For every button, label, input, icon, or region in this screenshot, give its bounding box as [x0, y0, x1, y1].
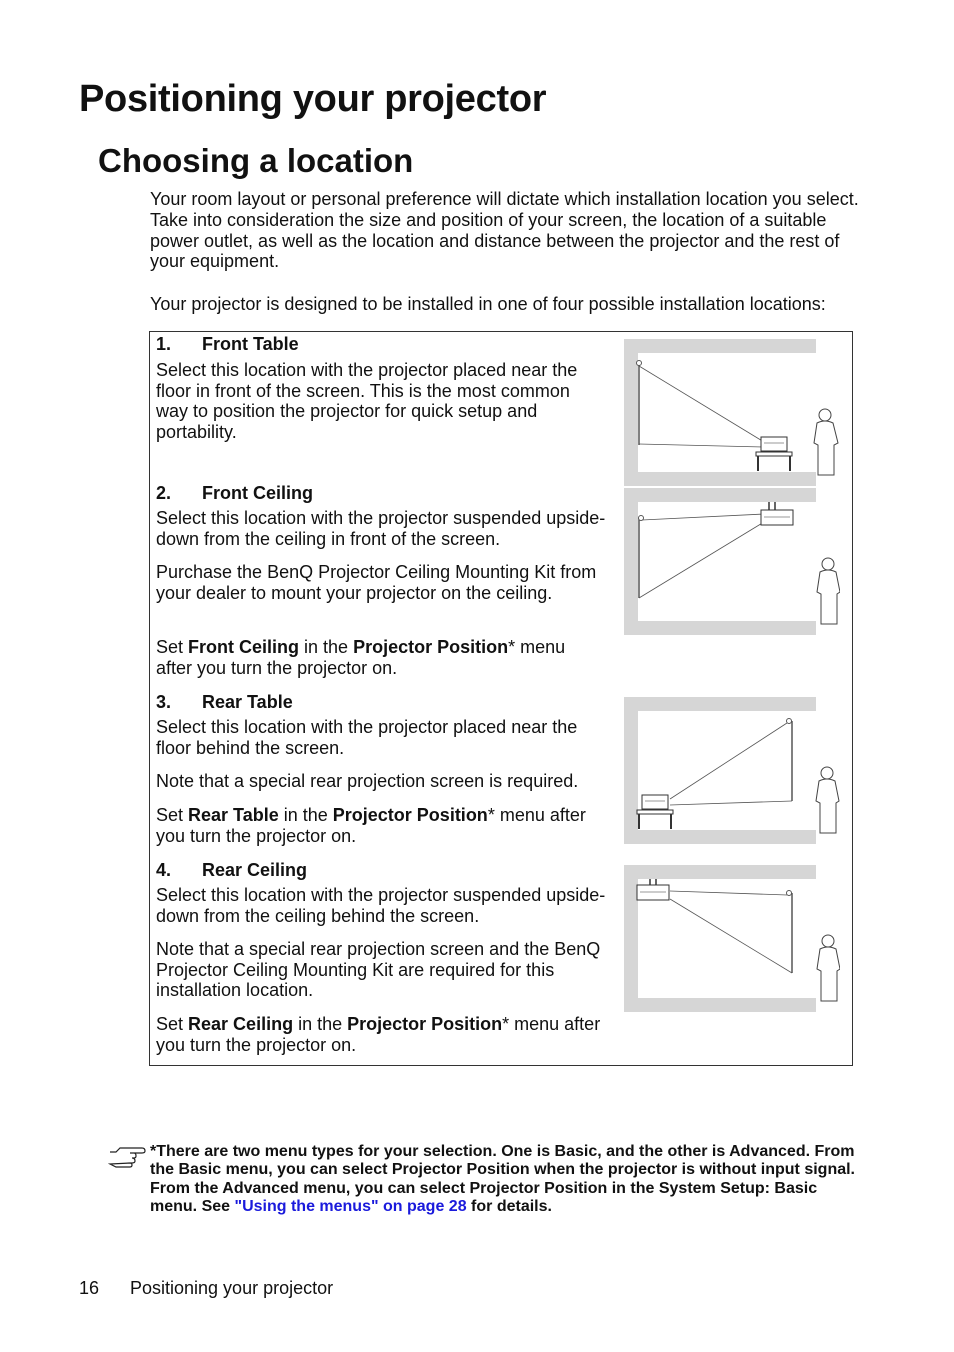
front-table-diagram — [624, 339, 840, 486]
front-table-description: Select this location with the projector placed near the floor in front of the screen. This is the most common way to position the projector for quick setup and portability. — [156, 360, 578, 442]
page-title: Positioning your projector — [79, 78, 547, 120]
using-menus-link[interactable]: "Using the menus" on page 28 — [234, 1197, 467, 1215]
hand-pointer-icon — [108, 1144, 146, 1168]
intro-locations: Your projector is designed to be installed in one of four possible installation locations: — [150, 294, 826, 314]
rear-ceiling-diagram — [624, 865, 840, 1012]
rear-ceiling-description: Select this location with the projector suspended upside-down from the ceiling behind the screen. — [156, 885, 606, 926]
rear-table-setting: Set Rear Table in the Projector Position* menu after you turn the projector on. — [156, 805, 586, 846]
menu-type-note: *There are two menu types for your selection. One is Basic, and the other is Advanced. From the Basic menu, you can select Projector Position when the projector is without input signal. From the Advanced menu, you can select Projector Position in the System Setup: Basic menu. See "Using the menus" on page 28 for details. — [150, 1143, 855, 1215]
section-heading-front-ceiling: 2. Front Ceiling — [156, 483, 313, 503]
intro-paragraph: Your room layout or personal preference will dictate which installation location you select. Take into consideration the size and position of your screen, the location of a suitable power outlet, as well as the location and distance between the projector and the rest of your equipment. — [150, 189, 859, 272]
rear-table-screen-note: Note that a special rear projection screen is required. — [156, 771, 579, 791]
front-ceiling-diagram — [624, 488, 840, 635]
page-number: 16 — [79, 1278, 100, 1298]
section-title: Choosing a location — [98, 142, 414, 179]
front-ceiling-setting: Set Front Ceiling in the Projector Position* menu after you turn the projector on. — [156, 637, 566, 678]
section-heading-rear-ceiling: 4. Rear Ceiling — [156, 860, 308, 880]
front-ceiling-description: Select this location with the projector suspended upside-down from the ceiling in front of the screen. — [156, 508, 606, 549]
rear-table-diagram — [624, 697, 840, 844]
rear-ceiling-kit-note: Note that a special rear projection screen and the BenQ Projector Ceiling Mounting Kit are required for this installation location. — [156, 939, 601, 1000]
footer-label: Positioning your projector — [130, 1278, 334, 1298]
rear-table-description: Select this location with the projector placed near the floor behind the screen. — [156, 717, 578, 758]
section-heading-rear-table: 3. Rear Table — [156, 692, 293, 712]
rear-ceiling-setting: Set Rear Ceiling in the Projector Position* menu after you turn the projector on. — [156, 1014, 601, 1055]
front-ceiling-kit-note: Purchase the BenQ Projector Ceiling Mounting Kit from your dealer to mount your projector on the ceiling. — [156, 562, 597, 603]
section-heading-front-table: 1. Front Table — [156, 334, 299, 354]
